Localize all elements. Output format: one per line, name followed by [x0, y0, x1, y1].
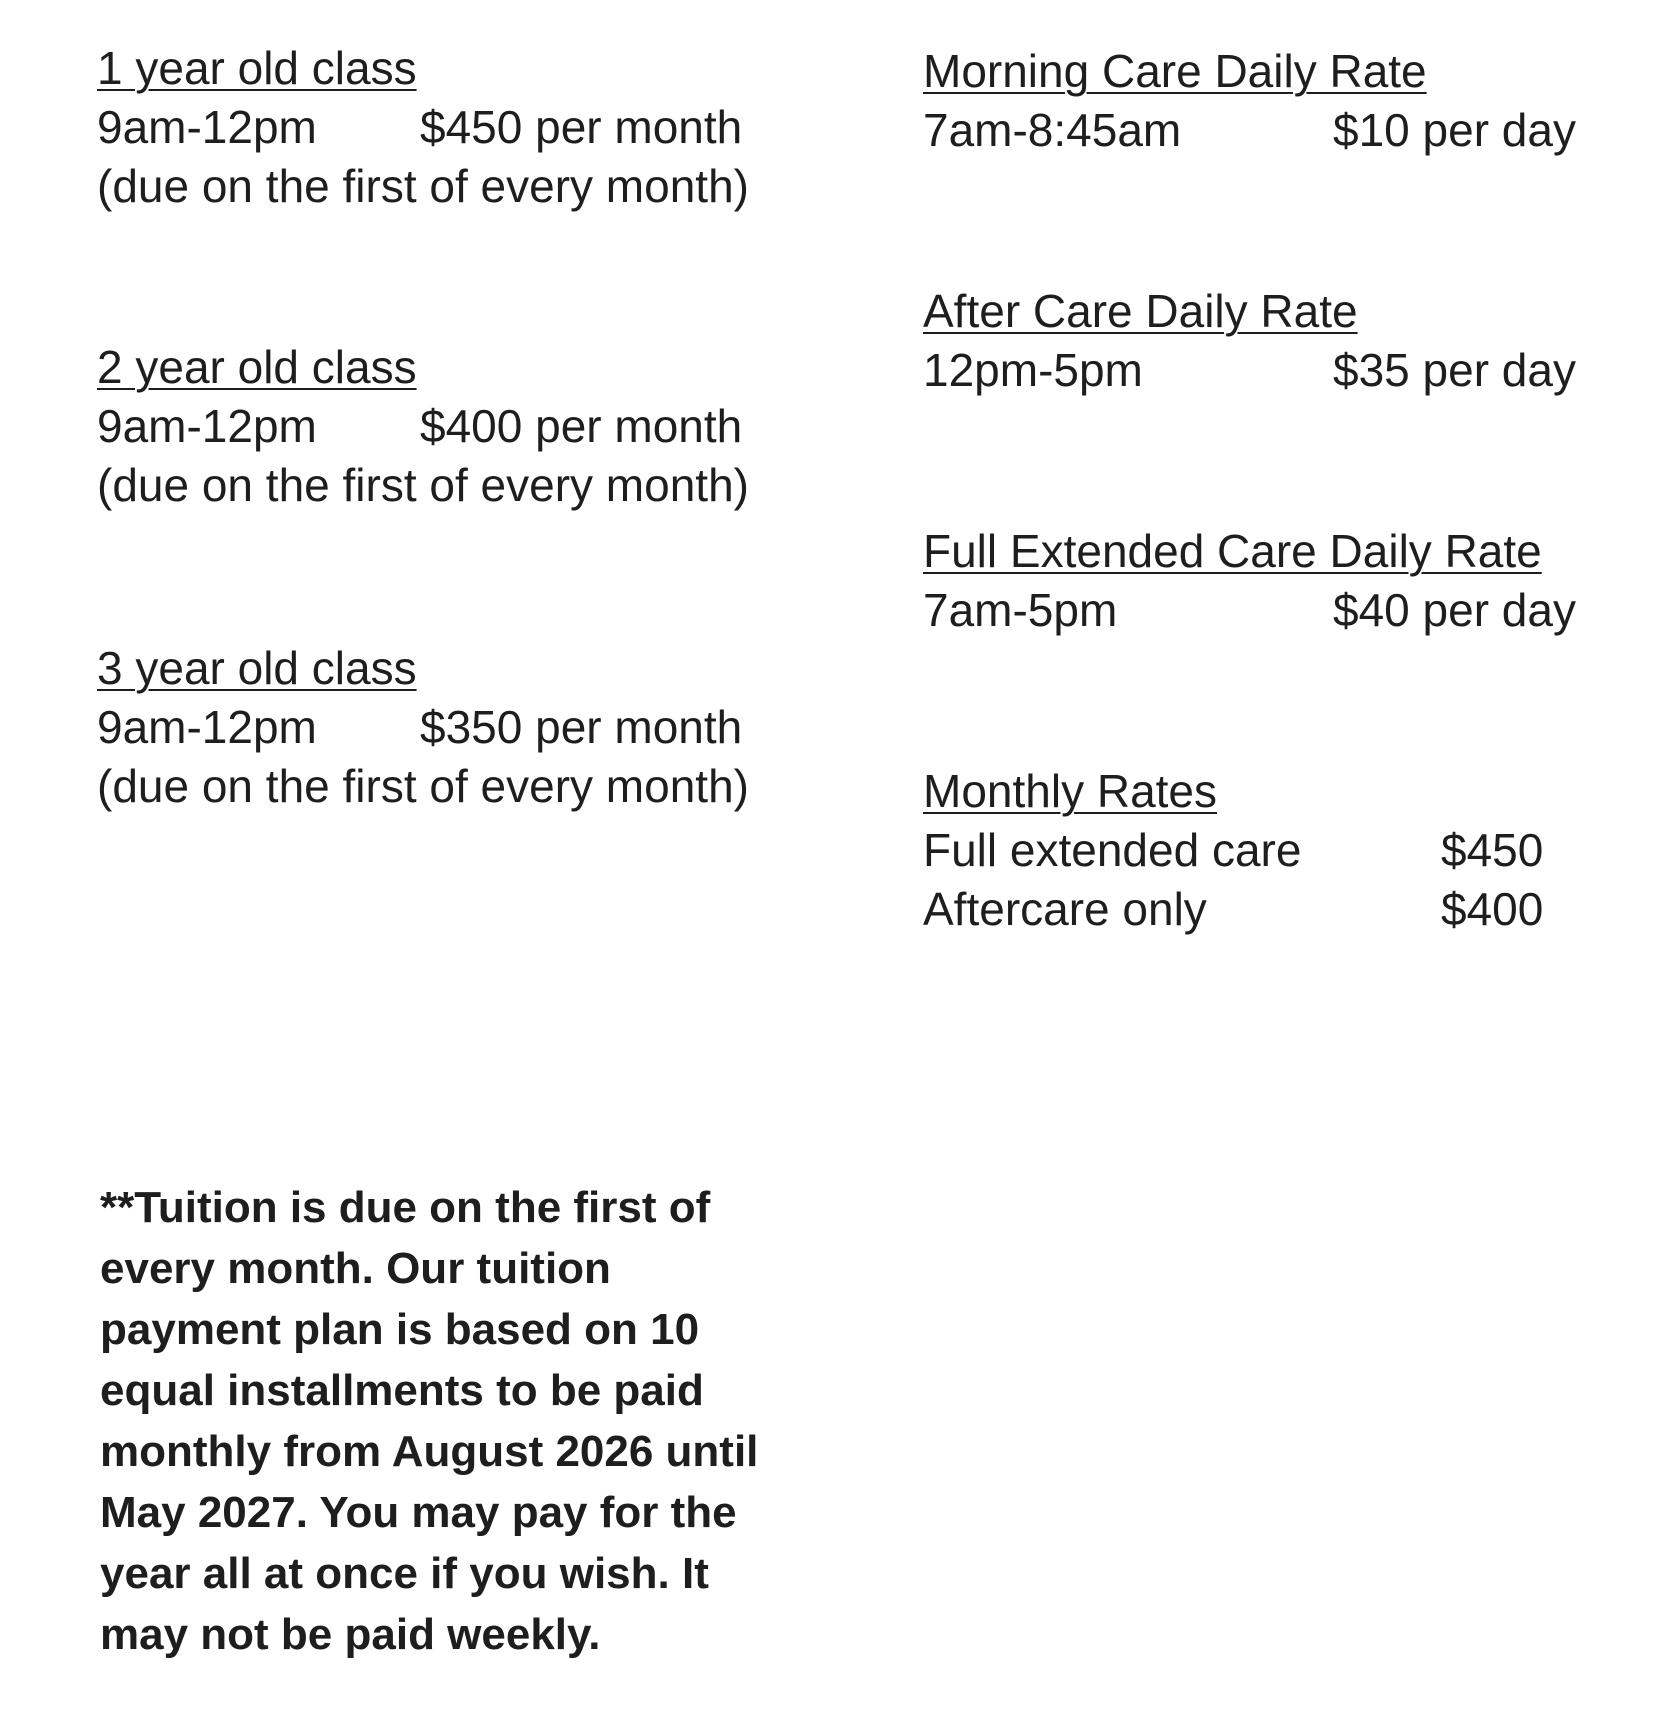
tuition-note-line: equal installments to be paid	[100, 1366, 704, 1415]
rate-time: 7am-5pm	[923, 584, 1118, 636]
monthly-rate-label: Aftercare only	[923, 883, 1207, 935]
rate-price: $10 per day	[1333, 104, 1576, 156]
rate-price: $35 per day	[1333, 344, 1576, 396]
class-due-note: (due on the first of every month)	[97, 760, 749, 812]
tuition-note	[100, 1177, 758, 1665]
rate-row	[923, 341, 1576, 400]
tuition-note-line: May 2027. You may pay for the	[100, 1488, 737, 1537]
class-schedule-row	[97, 397, 749, 456]
tuition-note-line: may not be paid weekly.	[100, 1610, 601, 1659]
class-price: $400 per month	[420, 400, 743, 452]
rate-row	[923, 581, 1576, 640]
monthly-rate-row	[923, 880, 1544, 939]
class-due-note: (due on the first of every month)	[97, 459, 749, 511]
class-block-1-year	[97, 39, 749, 216]
class-schedule-row	[97, 98, 749, 157]
rate-title: Morning Care Daily Rate	[923, 45, 1427, 97]
rate-block-after-care	[923, 282, 1576, 400]
monthly-rate-label: Full extended care	[923, 824, 1302, 876]
tuition-note-line: every month. Our tuition	[100, 1244, 611, 1293]
rate-block-morning-care	[923, 42, 1576, 160]
tuition-note-line: **Tuition is due on the first of	[100, 1183, 711, 1232]
monthly-rate-row	[923, 821, 1544, 880]
class-time: 9am-12pm	[97, 101, 317, 153]
class-due-note: (due on the first of every month)	[97, 160, 749, 212]
class-schedule-row	[97, 698, 749, 757]
class-time: 9am-12pm	[97, 400, 317, 452]
rate-time: 7am-8:45am	[923, 104, 1182, 156]
class-title: 1 year old class	[97, 42, 417, 94]
monthly-rates-title: Monthly Rates	[923, 765, 1218, 817]
rate-title: After Care Daily Rate	[923, 285, 1358, 337]
monthly-rates-block	[923, 762, 1544, 939]
monthly-rate-price: $400	[1441, 883, 1544, 935]
rate-title: Full Extended Care Daily Rate	[923, 525, 1542, 577]
class-block-3-year	[97, 639, 749, 816]
class-title: 3 year old class	[97, 642, 417, 694]
rate-time: 12pm-5pm	[923, 344, 1143, 396]
monthly-rate-price: $450	[1441, 824, 1544, 876]
tuition-note-line: year all at once if you wish. It	[100, 1549, 709, 1598]
class-block-2-year	[97, 338, 749, 515]
rate-price: $40 per day	[1333, 584, 1576, 636]
rate-row	[923, 101, 1576, 160]
class-price: $350 per month	[420, 701, 743, 753]
class-time: 9am-12pm	[97, 701, 317, 753]
class-title: 2 year old class	[97, 341, 417, 393]
tuition-note-line: monthly from August 2026 until	[100, 1427, 759, 1476]
tuition-note-line: payment plan is based on 10	[100, 1305, 700, 1354]
class-price: $450 per month	[420, 101, 743, 153]
rate-block-full-extended-care	[923, 522, 1576, 640]
